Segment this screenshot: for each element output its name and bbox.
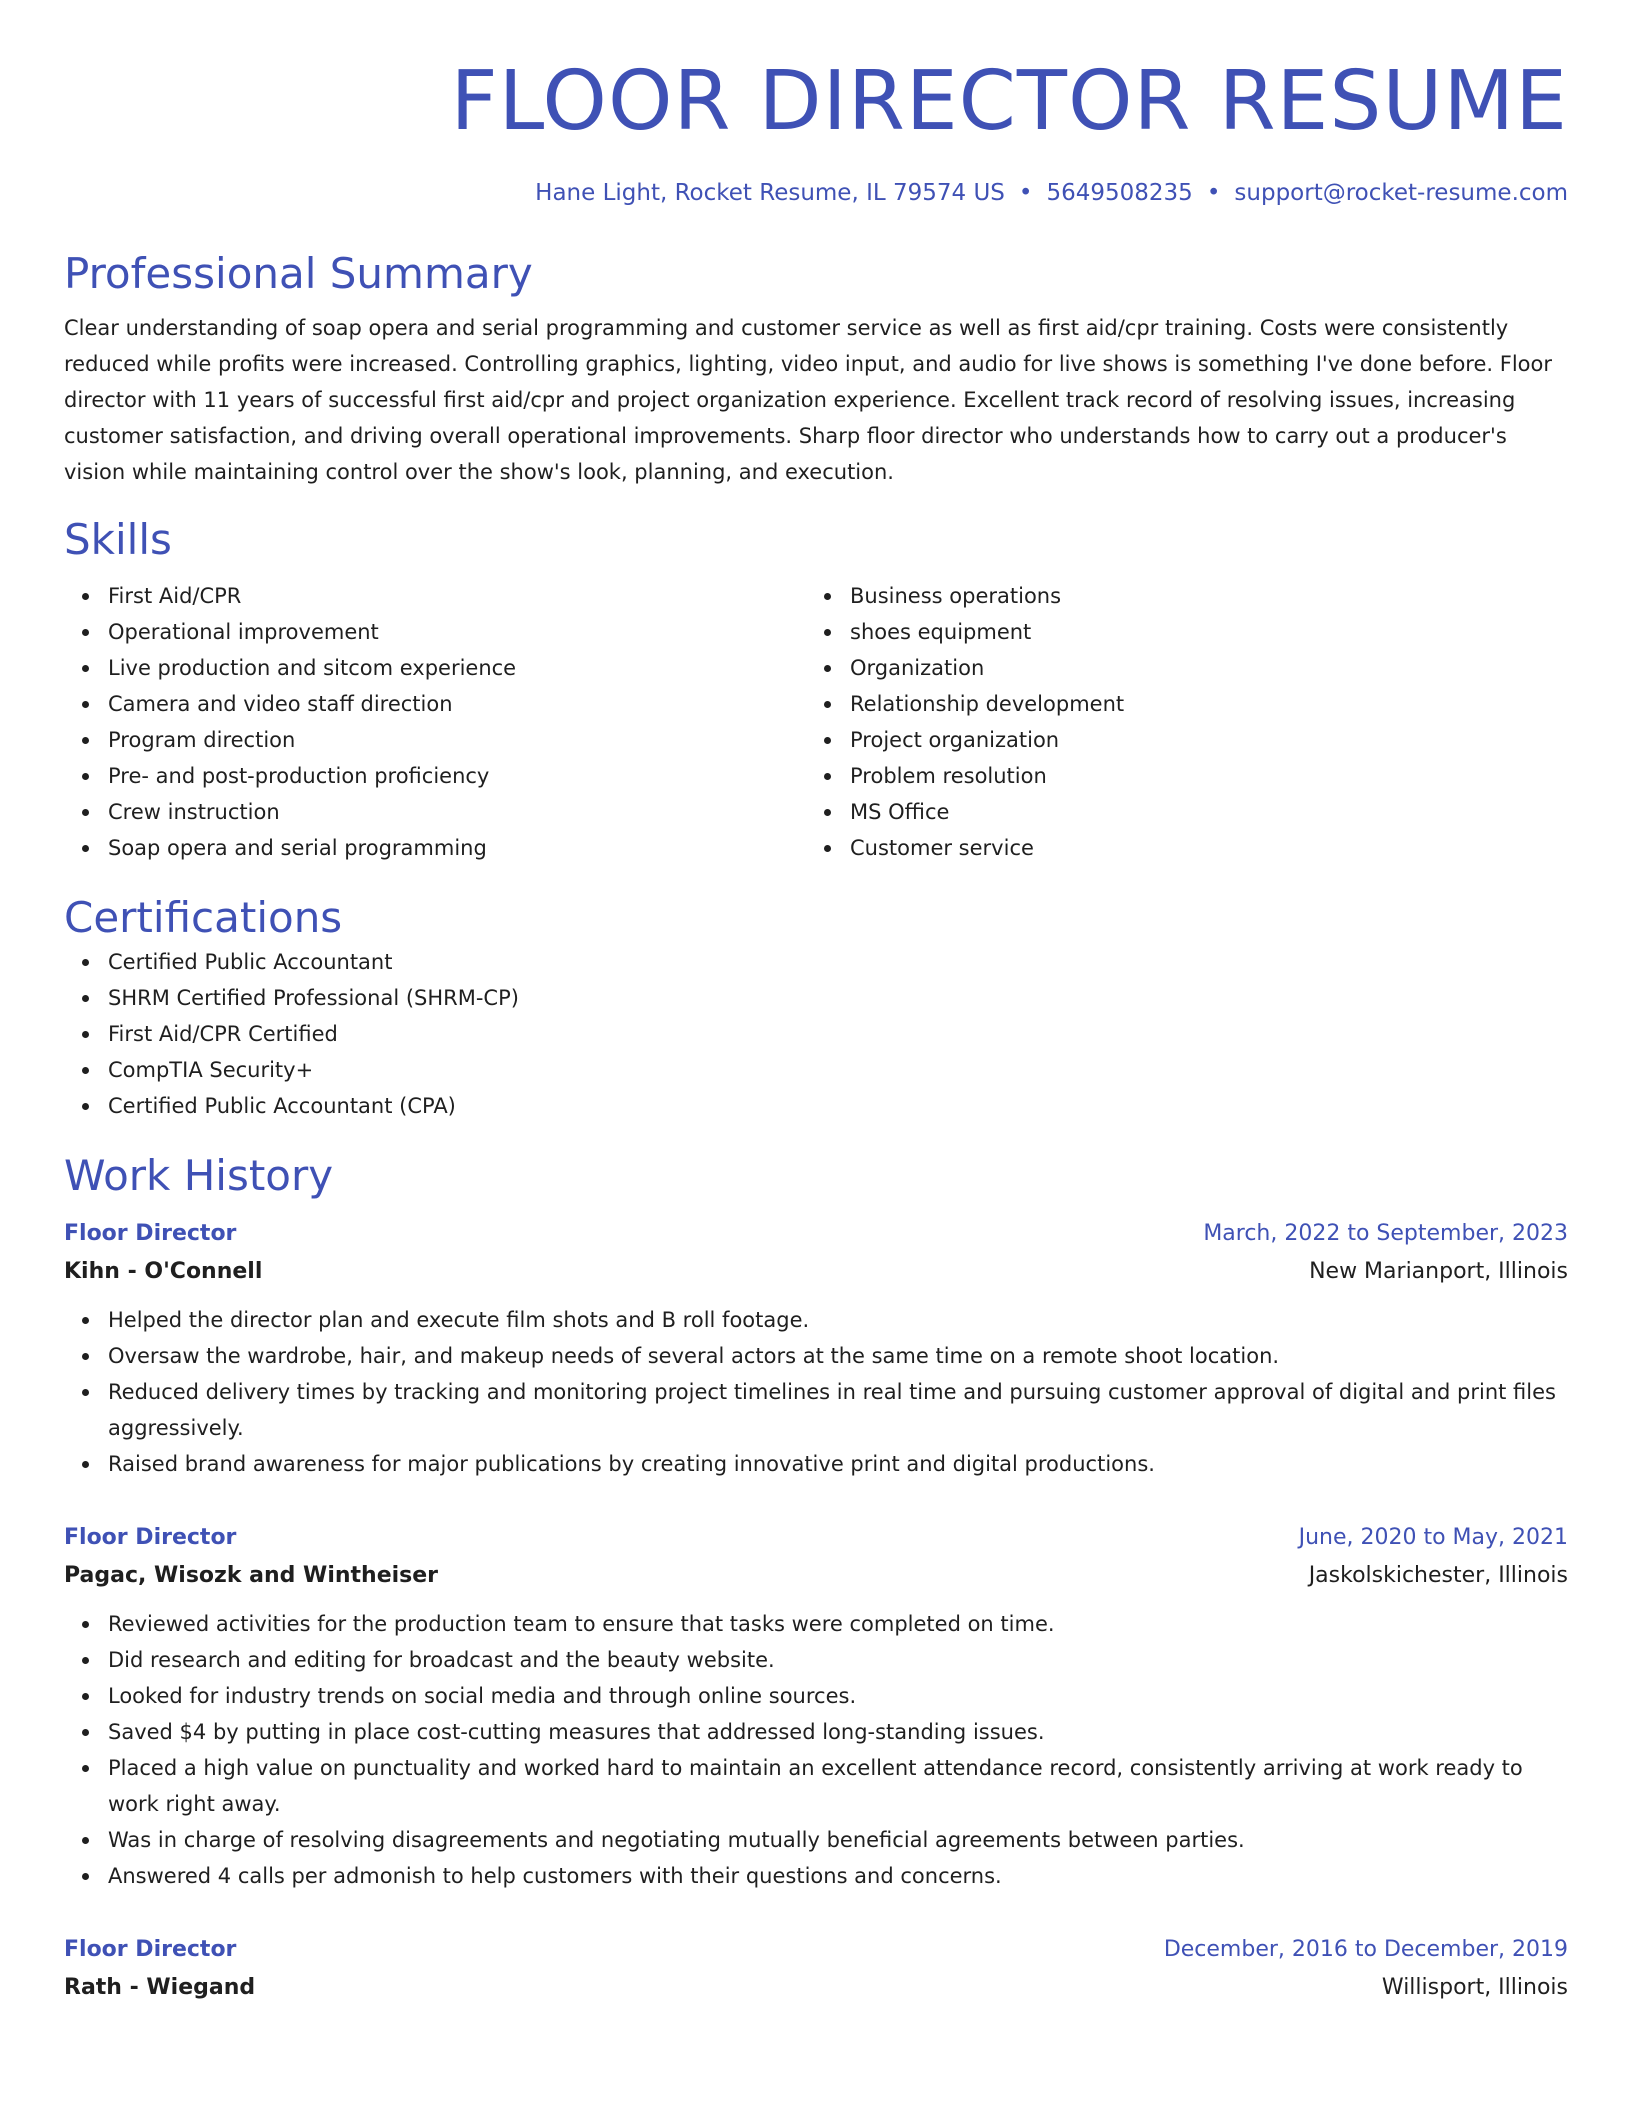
job-duty-item: Answered 4 calls per admonish to help customers with their questions and concerns. [108,1858,1568,1894]
skill-item: Camera and video staff direction [108,686,806,722]
contact-separator: • [1206,180,1221,206]
job-duty-item: Raised brand awareness for major publications by creating innovative print and digital productions. [108,1446,1568,1482]
job-duty-item: Was in charge of resolving disagreements and negotiating mutually beneficial agreements between parties. [108,1822,1568,1858]
skills-heading: Skills [64,515,172,564]
skill-item: Problem resolution [850,758,1566,794]
job-title: Floor Director [64,1525,237,1550]
skill-item: Crew instruction [108,794,806,830]
certifications-heading: Certifications [64,893,343,942]
job-dates: March, 2022 to September, 2023 [1203,1221,1568,1246]
skill-item: First Aid/CPR [108,578,806,614]
job-company: Pagac, Wisozk and Wintheiser [64,1563,439,1588]
skill-item: Program direction [108,722,806,758]
job-location: Jaskolskichester, Illinois [1308,1563,1568,1588]
job-dates: December, 2016 to December, 2019 [1163,1937,1568,1962]
certification-item: CompTIA Security+ [108,1052,1568,1088]
skill-item: Relationship development [850,686,1566,722]
certifications-list [64,944,1568,1124]
job-duty-item: Reduced delivery times by tracking and monitoring project timelines in real time and pursuing customer approval of digital and print files aggressively. [108,1374,1568,1446]
certification-item: First Aid/CPR Certified [108,1016,1568,1052]
skills-list-left [64,578,806,866]
job-company-row [64,1968,1568,2008]
skill-item: Live production and sitcom experience [108,650,806,686]
resume-title: FLOOR DIRECTOR RESUME [450,54,1568,149]
summary-text: Clear understanding of soap opera and serial programming and customer service as well as first aid/cpr training. Costs were consistently reduced while profits were increased. Controlling graphics, lighting, video input, and audio for live shows is something I've done before. Floor director with 11 years of successful first aid/cpr and project organization experience. Excellent track record of resolving issues, increasing customer satisfaction, and driving overall operational improvements. Sharp floor director who understands how to carry out a producer's vision while maintaining control over the show's look, planning, and execution. [64,316,1552,484]
job-header-row [64,1216,1568,1252]
job-entry [64,1216,1568,1482]
skill-item: Pre- and post-production proficiency [108,758,806,794]
skill-item: Customer service [850,830,1566,866]
job-header-row [64,1520,1568,1556]
certification-item: Certified Public Accountant (CPA) [108,1088,1568,1124]
skill-item: Organization [850,650,1566,686]
job-entry [64,1520,1568,1894]
job-title: Floor Director [64,1937,237,1962]
skill-item: Business operations [850,578,1566,614]
job-duty-item: Did research and editing for broadcast and the beauty website. [108,1642,1568,1678]
job-duty-item: Helped the director plan and execute film shots and B roll footage. [108,1302,1568,1338]
job-company: Kihn - O'Connell [64,1259,263,1284]
job-dates: June, 2020 to May, 2021 [1298,1525,1568,1550]
skill-item: MS Office [850,794,1566,830]
contact-email: support@rocket-resume.com [1234,180,1568,206]
skill-item: Soap opera and serial programming [108,830,806,866]
job-company-row [64,1556,1568,1596]
job-location: New Marianport, Illinois [1309,1259,1568,1284]
job-entry [64,1932,1568,2008]
contact-separator: • [1018,180,1033,206]
job-duties-list [64,1606,1568,1894]
skill-item: Project organization [850,722,1566,758]
certification-item: Certified Public Accountant [108,944,1568,980]
skill-item: Operational improvement [108,614,806,650]
job-location: Willisport, Illinois [1381,1975,1568,2000]
skill-item: shoes equipment [850,614,1566,650]
job-company-row [64,1252,1568,1292]
certification-item: SHRM Certified Professional (SHRM-CP) [108,980,1568,1016]
job-duty-item: Reviewed activities for the production team to ensure that tasks were completed on time. [108,1606,1568,1642]
skills-list-right [806,578,1566,866]
job-duty-item: Oversaw the wardrobe, hair, and makeup needs of several actors at the same time on a remote shoot location. [108,1338,1568,1374]
job-title: Floor Director [64,1221,237,1246]
job-duty-item: Saved $4 by putting in place cost-cutting measures that addressed long-standing issues. [108,1714,1568,1750]
summary-heading: Professional Summary [64,249,533,298]
job-duty-item: Placed a high value on punctuality and worked hard to maintain an excellent attendance record, consistently arriving at work ready to work right away. [108,1750,1568,1822]
work-history-heading: Work History [64,1151,334,1200]
skills-grid [64,578,1568,866]
job-company: Rath - Wiegand [64,1975,256,2000]
job-header-row [64,1932,1568,1968]
contact-address: Hane Light, Rocket Resume, IL 79574 US [535,180,1005,206]
contact-line [64,178,1568,208]
job-duty-item: Looked for industry trends on social media and through online sources. [108,1678,1568,1714]
contact-phone: 5649508235 [1046,180,1193,206]
job-duties-list [64,1302,1568,1482]
